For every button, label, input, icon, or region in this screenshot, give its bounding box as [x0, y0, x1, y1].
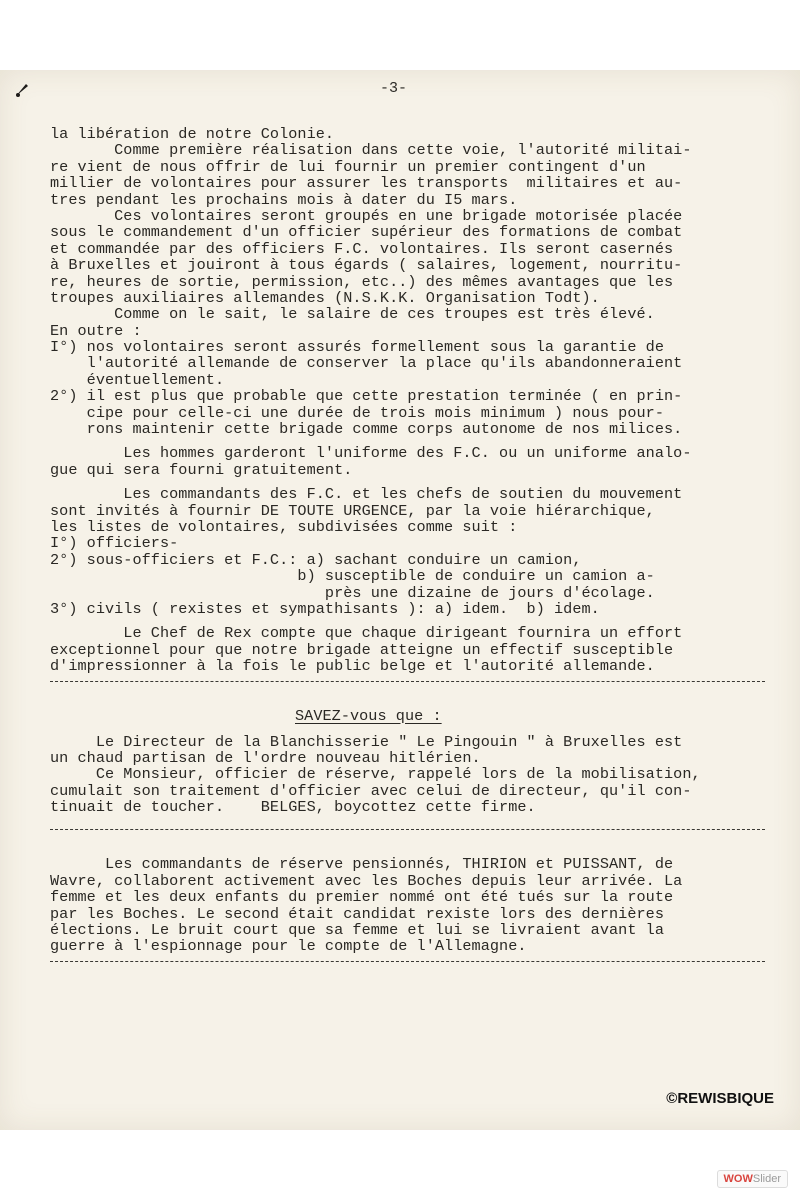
text-line: à Bruxelles et jouiront à tous égards ( salaires, logement, nourritu-: [50, 257, 683, 274]
text-line: près une dizaine de jours d'écolage.: [50, 584, 655, 601]
text-line: Comme première réalisation dans cette voie, l'autorité militai-: [50, 142, 692, 159]
text-line: 2°) il est plus que probable que cette prestation terminée ( en prin-: [50, 388, 683, 405]
text-line: sont invités à fournir DE TOUTE URGENCE, par la voie hiérarchique,: [50, 502, 655, 519]
text-line: En outre :: [50, 322, 142, 340]
text-line: b) susceptible de conduire un camion a-: [50, 568, 655, 585]
text-line: guerre à l'espionnage pour le compte de l'Allemagne.: [50, 938, 527, 955]
text-line: exceptionnel pour que notre brigade atteigne un effectif susceptible: [50, 641, 674, 659]
text-line: tinuait de toucher. BELGES, boycottez cette firme.: [50, 799, 536, 816]
savez-section: [50, 734, 780, 816]
chef-de-rex-section: [50, 625, 780, 674]
text-line: femme et les deux enfants du premier nommé ont été tués sur la route: [50, 889, 674, 906]
ink-mark: [12, 80, 32, 100]
badge-text: Slider: [752, 1173, 781, 1185]
page-number: -3-: [380, 80, 408, 97]
text-line: Wavre, collaborent activement avec les Boches depuis leur arrivée. La: [50, 872, 683, 890]
text-line: tres pendant les prochains mois à dater du I5 mars.: [50, 191, 518, 208]
text-line: l'autorité allemande de conserver la place qu'ils abandonneraient: [50, 355, 683, 372]
text-line: Ce Monsieur, officier de réserve, rappelé lors de la mobilisation,: [50, 766, 701, 783]
text-line: sous le commandement d'un officier supérieur des formations de combat: [50, 224, 683, 241]
dashed-divider: [50, 961, 765, 962]
text-line: millier de volontaires pour assurer les transports militaires et au-: [50, 175, 683, 192]
text-line: par les Boches. Le second était candidat rexiste lors des dernières: [50, 905, 664, 923]
text-line: I°) nos volontaires seront assurés formellement sous la garantie de: [50, 339, 664, 356]
text-line: Le Chef de Rex compte que chaque dirigeant fournira un effort: [50, 625, 683, 642]
text-line: un chaud partisan de l'ordre nouveau hitlérien.: [50, 749, 481, 767]
text-line: éventuellement.: [50, 371, 225, 389]
text-line: Les commandants des F.C. et les chefs de soutien du mouvement: [50, 486, 683, 503]
text-line: Ces volontaires seront groupés en une brigade motorisée placée: [50, 207, 683, 225]
volunteer-lists-section: [50, 486, 780, 617]
wavre-section: [50, 856, 780, 954]
text-line: élections. Le bruit court que sa femme et lui se livraient avant la: [50, 922, 664, 939]
text-line: cumulait son traitement d'officier avec celui de directeur, qu'il con-: [50, 782, 692, 800]
text-line: 3°) civils ( rexistes et sympathisants ): a) idem. b) idem.: [50, 600, 600, 618]
text-line: et commandée par des officiers F.C. volontaires. Ils seront casernés: [50, 240, 674, 258]
document-text: [50, 126, 780, 966]
text-line: 2°) sous-officiers et F.C.: a) sachant conduire un camion,: [50, 551, 582, 569]
uniform-section: [50, 445, 780, 478]
text-line: Comme on le sait, le salaire de ces troupes est très élevé.: [50, 306, 655, 323]
dashed-divider: [50, 829, 765, 830]
text-line: re vient de nous offrir de lui fournir un premier contingent d'un: [50, 158, 646, 176]
text-line: troupes auxiliaires allemandes (N.S.K.K. Organisation Todt).: [50, 289, 600, 307]
text-line: rons maintenir cette brigade comme corps autonome de nos milices.: [50, 421, 683, 438]
badge-accent-text: WOW: [723, 1173, 753, 1185]
slider-badge[interactable]: [717, 1170, 788, 1188]
copyright-watermark: ©REWISBIQUE: [666, 1090, 774, 1107]
text-line: re, heures de sortie, permission, etc..) des mêmes avantages que les: [50, 273, 674, 290]
text-line: Le Directeur de la Blanchisserie " Le Pingouin " à Bruxelles est: [50, 733, 683, 750]
text-line: gue qui sera fourni gratuitement.: [50, 461, 353, 479]
savez-heading: SAVEZ-vous que :: [295, 706, 442, 725]
text-line: cipe pour celle-ci une durée de trois mois minimum ) nous pour-: [50, 404, 664, 422]
text-line: les listes de volontaires, subdivisées comme suit :: [50, 518, 518, 536]
text-line: Les commandants de réserve pensionnés, THIRION et PUISSANT, de: [50, 856, 674, 873]
dashed-divider: [50, 681, 765, 682]
text-line: Les hommes garderont l'uniforme des F.C. ou un uniforme analo-: [50, 445, 692, 462]
text-line: la libération de notre Colonie.: [50, 126, 335, 143]
text-line: I°) officiers-: [50, 535, 179, 552]
text-line: d'impressionner à la fois le public belge et l'autorité allemande.: [50, 658, 655, 675]
intro-section: [50, 126, 780, 437]
